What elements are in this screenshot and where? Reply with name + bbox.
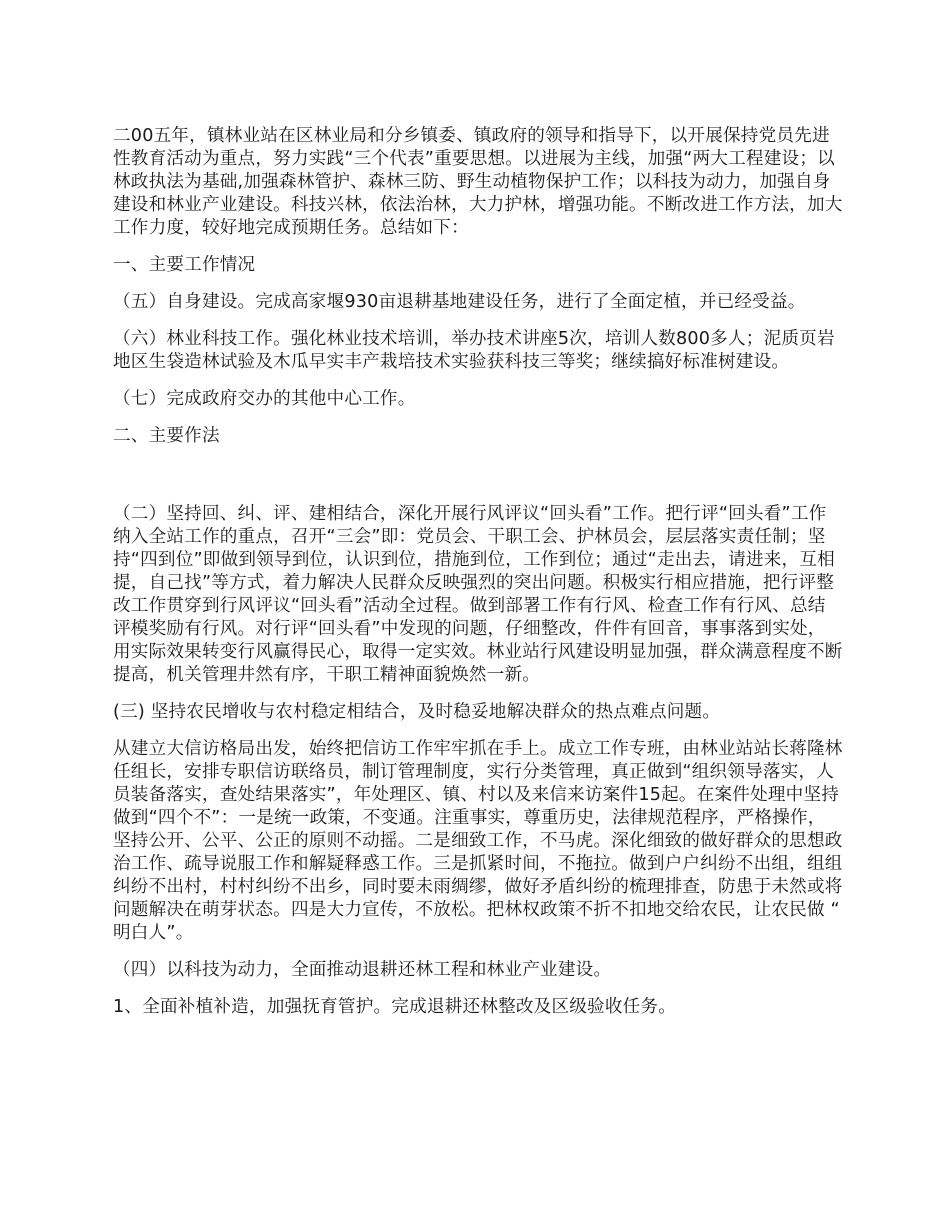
paragraph-self-construction: （五）自身建设。完成高家堰930亩退耕基地建设任务，进行了全面定植，并已经受益。	[113, 292, 806, 312]
section-heading-main-methods: 二、主要作法	[113, 426, 220, 446]
paragraph-forestry-science: （六）林业科技工作。强化林业技术培训，举办技术讲座5次，培训人数800多人；泥质页岩地区生袋造林试验及木瓜早实丰产栽培技术实验获科技三等奖；继续搞好标准树建设。	[113, 329, 835, 372]
paragraph-replanting: 1、全面补植补造，加强抚育管护。完成退耕还林整改及区级验收任务。	[113, 997, 677, 1017]
paragraph-petitions: 从建立大信访格局出发，始终把信访工作牢牢抓在手上。成立工作专班，由林业站站长蒋隆林任组长，安排专职信访联络员，制订管理制度，实行分类管理，真正做到“组织领导落实，人员装备落实，查处结果落实”，年处理区、镇、村以及来信来访案件15起。在案件处理中坚持做到“四个不”：一是统一政策，不变通。注重事实，尊重历史，法律规范程序，严格操作，坚持公开、公平、公正的原则不动摇。二是细致工作，不马虎。深化细致的做好群众的思想政治工作、疏导说服工作和解疑释惑工作。三是抓紧时间，不拖拉。做到户户纠纷不出组，组组纠纷不出村，村村纠纷不出乡，同时要未雨绸缪，做好矛盾纠纷的梳理排查，防患于未然或将问题解决在萌芽状态。四是大力宣传，不放松。把林权政策不折不扣地交给农民，让农民做 “明白人”。	[113, 739, 843, 943]
paragraph-technology-drive: （四）以科技为动力，全面推动退耕还林工程和林业产业建设。	[113, 960, 612, 980]
paragraph-income-stability: (三) 坚持农民增收与农村稳定相结合，及时稳妥地解决群众的热点难点问题。	[113, 702, 721, 722]
paragraph-other-work: （七）完成政府交办的其他中心工作。	[113, 389, 416, 409]
paragraph-conduct-review: （二）坚持回、纠、评、建相结合，深化开展行风评议“回头看”工作。把行评“回头看”工作纳入全站工作的重点，召开“三会”即：党员会、干职工会、护林员会，层层落实责任制；坚持“四到位”即做到领导到位，认识到位，措施到位，工作到位；通过“走出去，请进来，互相提，自己找”等方式，着力解决人民群众反映强烈的突出问题。积极实行相应措施，把行评整改工作贯穿到行风评议“回头看”活动全过程。做到部署工作有行风、检查工作有行风、总结评模奖励有行风。对行评“回头看”中发现的问题，仔细整改，件件有回音，事事落到实处，用实际效果转变行风赢得民心，取得一定实效。林业站行风建设明显加强，群众满意程度不断提高，机关管理井然有序，干职工精神面貌焕然一新。	[113, 504, 843, 685]
section-heading-main-work: 一、主要工作情况	[113, 255, 256, 275]
document-body	[113, 125, 843, 1033]
intro-paragraph: 二00五年，镇林业站在区林业局和分乡镇委、镇政府的领导和指导下，以开展保持党员先进性教育活动为重点，努力实践“三个代表”重要思想。以进展为主线，加强“两大工程建设；以林政执法为基础,加强森林管护、森林三防、野生动植物保护工作；以科技为动力，加强自身建设和林业产业建设。科技兴林，依法治林，大力护林，增强功能。不断改进工作方法，加大工作力度，较好地完成预期任务。总结如下：	[113, 126, 843, 238]
